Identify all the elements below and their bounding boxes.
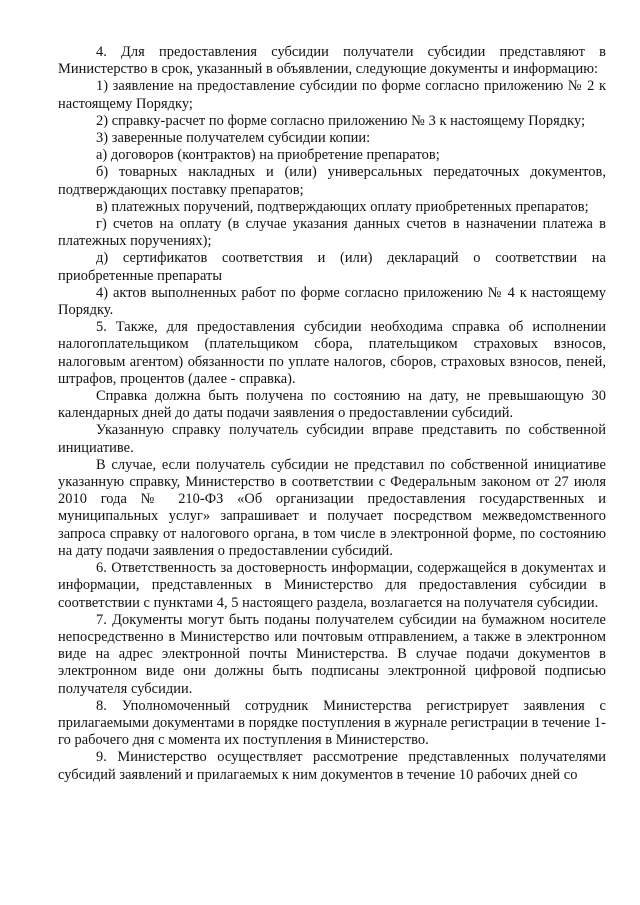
paragraph-5-tax-certificate: 5. Также, для предоставления субсидии необходима справка об исполнении налогоплательщиком (плательщиком сбора, плательщиком страховых взносов, налоговым агентом) обязанности по уплате налогов, сборов, страховых взносов, пеней, штрафов, процентов (далее - справка). bbox=[58, 319, 606, 387]
list-item-d-certificates: д) сертификатов соответствия и (или) деклараций о соответствии на приобретенные препараты bbox=[58, 250, 606, 284]
paragraph-certificate-date: Справка должна быть получена по состоянию на дату, не превышающую 30 календарных дней до даты подачи заявления о предоставлении субсидий. bbox=[58, 388, 606, 422]
paragraph-own-initiative: Указанную справку получатель субсидии вправе представить по собственной инициативе. bbox=[58, 422, 606, 456]
list-item-3-copies: 3) заверенные получателем субсидии копии: bbox=[96, 130, 371, 147]
list-item-a-contracts: а) договоров (контрактов) на приобретение препаратов; bbox=[96, 147, 440, 164]
list-item-2-calculation: 2) справку-расчет по форме согласно приложению № 3 к настоящему Порядку; bbox=[96, 112, 586, 129]
list-item-g-bills: г) счетов на оплату (в случае указания данных счетов в назначении платежа в платежных поручениях); bbox=[58, 216, 606, 250]
paragraph-4-intro: 4. Для предоставления субсидии получатели субсидии представляют в Министерство в срок, указанный в объявлении, следующие документы и информацию: bbox=[58, 44, 606, 78]
paragraph-interagency-request: В случае, если получатель субсидии не представил по собственной инициативе указанную справку, Министерство в соответствии с Федеральным законом от 27 июля 2010 года № 210-ФЗ «Об организации предоставления государственных и муниципальных услуг» запрашивает и получает посредством межведомственного запроса справку от налогового органа, в том числе в электронной форме, по состоянию на дату подачи заявления о предоставлении субсидий. bbox=[58, 456, 606, 559]
paragraph-7-submission: 7. Документы могут быть поданы получателем субсидии на бумажном носителе непосредственно в Министерство или почтовым отправлением, а также в электронном виде на адрес электронной почты Министерства. В случае подачи документов в электронном виде они должны быть подписаны электронной цифровой подписью получателя субсидии. bbox=[58, 611, 606, 697]
list-item-4-acts: 4) актов выполненных работ по форме согласно приложению № 4 к настоящему Порядку. bbox=[58, 284, 606, 319]
paragraph-8-registration: 8. Уполномоченный сотрудник Министерства регистрирует заявления с прилагаемыми документами в порядке поступления в журнале регистрации в течение 1-го рабочего дня с момента их поступления в Министерство. bbox=[58, 697, 606, 749]
document-page bbox=[58, 44, 606, 784]
list-item-b-invoices: б) товарных накладных и (или) универсальных передаточных документов, подтверждающих поставку препаратов; bbox=[58, 164, 606, 198]
list-item-v-payment-orders: в) платежных поручений, подтверждающих оплату приобретенных препаратов; bbox=[96, 198, 589, 215]
paragraph-9-review: 9. Министерство осуществляет рассмотрение представленных получателями субсидий заявлений и прилагаемых к ним документов в течение 10 рабочих дней со bbox=[58, 749, 606, 783]
list-item-1-application: 1) заявление на предоставление субсидии по форме согласно приложению № 2 к настоящему Порядку; bbox=[58, 78, 606, 112]
paragraph-6-responsibility: 6. Ответственность за достоверность информации, содержащейся в документах и информации, представленных в Министерство для предоставления субсидии в соответствии с пунктами 4, 5 настоящего раздела, возлагается на получателя субсидии. bbox=[58, 560, 606, 611]
